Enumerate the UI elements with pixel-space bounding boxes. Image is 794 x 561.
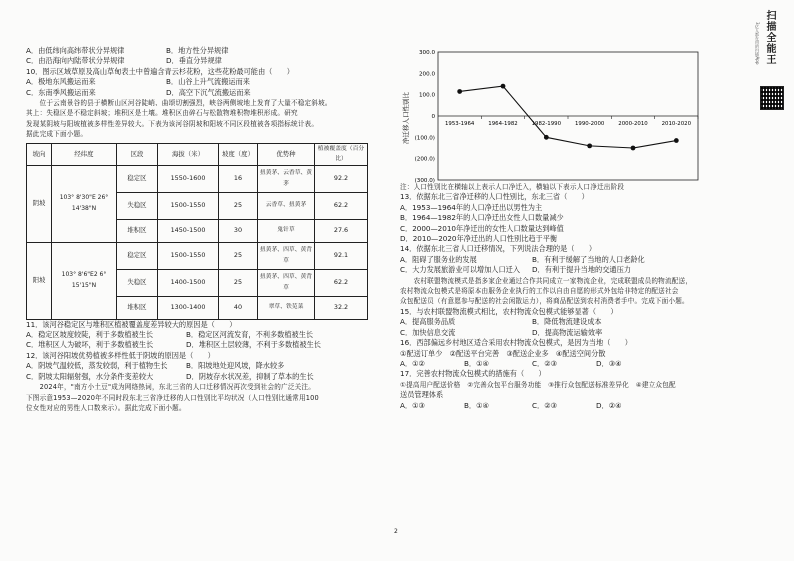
cell-coord-shady: 103° 8'30"E 26° 14'38"N: [52, 165, 117, 242]
q16-items: ①配送订单少 ②配送平台完善 ③配送企业多 ④配送空间分散: [400, 348, 606, 358]
q15-options-row1: [400, 317, 740, 327]
cell-species: 扭黄茅、云香草、黄茅: [258, 165, 315, 192]
q13-option-c: C．2000—2010年净迁出的女性人口数量达到峰值: [400, 223, 564, 233]
cell-deg: 25: [219, 269, 258, 296]
q9-option-b: B．地方性分异规律: [166, 46, 229, 55]
q10-option-b: B．山谷上升气流搬运而来: [166, 77, 250, 87]
q17-option-c: C．②③: [532, 400, 558, 410]
q17-items-line1: ①提高用户配送价格 ②完善众包平台服务功能 ③推行众包配送标准差异化 ④建立众包配: [400, 380, 676, 389]
chart-ytick-label: 100.0: [418, 92, 435, 99]
cell-zone: 堆积区: [117, 296, 158, 319]
passage3-line2: 农村物流众包模式是将原本由服务企业执行的工作以自由自愿的形式外包给非特定的配送社会: [400, 287, 679, 296]
cell-alt: 1450-1500: [158, 219, 219, 242]
cell-coverage: 92.2: [315, 165, 368, 192]
cell-zone: 失稳区: [117, 192, 158, 219]
q13-option-a: A．1953—1964年的人口净迁出以男性为主: [400, 202, 543, 212]
q17-option-a: A．①③: [400, 400, 425, 410]
chart-ytick-label: 300.0: [418, 50, 435, 56]
q10-options-row2: [26, 88, 386, 98]
cell-species: 扭黄茅、四草、黄背草: [258, 242, 315, 269]
chart-xtick-label: 1953-1964: [444, 121, 475, 127]
q13-option-d: D．2010—2020年净迁出的人口性别比趋于平衡: [400, 234, 558, 244]
th-slope: 坡向: [27, 143, 52, 165]
q17-option-b: B．①④: [464, 400, 490, 410]
q16-option-c: C．②③: [532, 358, 558, 368]
th-deg: 坡度（度）: [219, 143, 258, 165]
q14-option-d: D．有利于提升当地的交通压力: [532, 265, 631, 275]
q11-options-row1: [26, 330, 386, 340]
chart-data-point: [544, 135, 549, 140]
q17-stem: 17．完善农村物流众包模式的措施有（ ）: [400, 369, 546, 379]
passage1-line2: 其上：失稳区是不稳定斜坡；堆积区是土壤。堆积区由碎石与松散物堆积物堆积形成。研究: [26, 109, 298, 118]
chart-data-point: [501, 84, 506, 89]
q12-options-row2: [26, 372, 386, 382]
q10-options-row1: [26, 77, 386, 87]
q12-option-a: A．阴坡气温较低，蒸发较弱，利于植物生长: [26, 361, 168, 371]
cell-alt: 1550-1600: [158, 165, 219, 192]
q11-option-d: D．堆积区土层较薄，不利于多数植被生长: [186, 340, 321, 350]
q11-stem: 11．该河谷稳定区与堆积区植被覆盖度差异较大的原因是（ ）: [26, 319, 237, 329]
chart-ytick-label: (300.0): [414, 178, 435, 184]
cell-zone: 稳定区: [117, 242, 158, 269]
brand-name: 扫描全能王: [764, 10, 775, 65]
q15-option-c: C．加快信息交流: [400, 327, 456, 337]
cell-alt: 1400-1500: [158, 269, 219, 296]
q15-option-a: A．提高服务品质: [400, 317, 456, 327]
th-species: 优势种: [258, 143, 315, 165]
q14-option-a: A．阻碍了服务业的发展: [400, 254, 477, 264]
q10-option-a: A．极地东风搬运而来: [26, 77, 96, 87]
q15-option-b: B．降低物流建设成本: [532, 317, 602, 327]
q15-stem: 15．与农村联盟物流模式相比，农村物流众包模式能够显著（ ）: [400, 306, 618, 316]
cell-deg: 16: [219, 165, 258, 192]
q14-stem: 14．依据东北三省人口迁移情况，下列说法合理的是（ ）: [400, 244, 597, 254]
q16-option-b: B．①④: [464, 358, 490, 368]
cell-species: 鬼针草: [258, 219, 315, 242]
chart-yticks: [415, 50, 436, 184]
q11-option-a: A．稳定区坡度较陡，利于多数植被生长: [26, 330, 154, 340]
chart-note: 注：人口性别比在横轴以上表示人口净迁入，横轴以下表示人口净迁出阶段: [400, 183, 625, 191]
chart-xtick-label: 2000-2010: [618, 121, 648, 127]
passage3-line3: 众包配送员（有意愿参与配送的社会闲散运力），将商品配送到农村消费者手中。完成下面小题。: [400, 297, 689, 306]
passage2-line1: 2024年，"南方小土豆"成为网络热词，东北三省的人口迁移情况再次受到社会的广泛关注。: [26, 383, 316, 392]
q15-options-row2: [400, 328, 740, 338]
chart-data-point: [587, 143, 592, 148]
q16-option-d: D．③④: [596, 358, 622, 368]
chart-xtick-label: 1964-1982: [488, 121, 518, 127]
chart-ylabel: 净迁移人口性别比: [402, 92, 410, 144]
passage2-line2: 下图示意1953—2020年不同时段东北三省净迁移的人口性别比平均状况（人口性别比通常用100: [26, 393, 319, 402]
passage1-line1: 位于云南景谷的县于横断山区河谷陡峭、曲颂切割强烈，峡谷两侧坡地上发育了大量不稳定斜坡。: [26, 99, 332, 108]
cell-alt: 1500-1550: [158, 242, 219, 269]
q10-stem: 10．图示区域草原及高山草甸表土中曾遍含青云杉花粉，这些花粉最可能由（ ）: [26, 66, 294, 76]
passage3-line1: 农村联盟物流模式是指多家企业通过合作共同成立一家物流企业，完成联盟成员的物流配送，: [400, 276, 693, 285]
q14-option-b: B．有利于缓解了当地的人口老龄化: [532, 254, 645, 264]
cell-deg: 40: [219, 296, 258, 319]
q13-option-b: B．1964—1982年的人口净迁出女性人口数量减少: [400, 213, 564, 223]
cell-coverage: 27.6: [315, 219, 368, 242]
q14-options-row1: [400, 255, 740, 265]
th-coord: 经纬度: [52, 143, 117, 165]
right-column: [400, 182, 740, 411]
cell-zone: 堆积区: [117, 219, 158, 242]
chart-ytick-label: 0: [431, 114, 435, 120]
th-alt: 海拔（米）: [158, 143, 219, 165]
chart-xtick-label: 2010-2020: [661, 121, 692, 127]
cell-alt: 1500-1550: [158, 192, 219, 219]
q10-option-c: C．东南季风搬运而来: [26, 87, 96, 97]
chart-ytick-label: (200.0): [414, 156, 435, 163]
q10-option-d: D．高空下沉气流搬运而来: [166, 87, 251, 97]
cell-coverage: 92.1: [315, 242, 368, 269]
cell-alt: 1300-1400: [158, 296, 219, 319]
cell-deg: 25: [219, 192, 258, 219]
cell-deg: 25: [219, 242, 258, 269]
q17-items-line2: 送员管理体系: [400, 390, 444, 400]
cell-species: 扭黄茅、四草、黄背草: [258, 269, 315, 296]
th-coverage: 植被覆盖度（百分比）: [315, 143, 368, 165]
chart-data-point: [674, 138, 679, 143]
cell-deg: 30: [219, 219, 258, 242]
q17-option-d: D．②④: [596, 400, 622, 410]
q17-options: [400, 401, 740, 411]
cell-coverage: 62.2: [315, 269, 368, 296]
cell-slope-shady: 阴坡: [27, 165, 52, 242]
cell-slope-sunny: 阳坡: [27, 242, 52, 319]
q14-option-c: C．大力发展旅游业可以增加人口迁入: [400, 265, 521, 275]
chart-data-point: [457, 89, 462, 94]
passage2-line3: 位女性对应的男性人口数来示）。据此完成下面小题。: [26, 403, 186, 412]
q9-option-c: C．由沿海向内陆带状分异规律: [26, 56, 125, 66]
q9-options-row2: [26, 56, 386, 66]
chart-xtick-label: 1990-2000: [574, 121, 605, 127]
chart-xtick-label: 1982-1990: [531, 121, 562, 127]
q11-options-row2: [26, 340, 386, 350]
q14-options-row2: [400, 265, 740, 275]
q16-options: [400, 359, 740, 369]
left-column: [26, 46, 386, 413]
q12-option-b: B．阳坡地处迎风坡，降水较多: [186, 361, 285, 371]
q11-option-b: B．稳定区河流发育，不利多数植被生长: [186, 330, 314, 340]
q13-stem: 13．依据东北三省净迁移的人口性别比，东北三省（ ）: [400, 192, 589, 202]
cell-coverage: 32.2: [315, 296, 368, 319]
q9-options-row1: [26, 46, 386, 56]
sex-ratio-line-chart: [400, 44, 740, 194]
q12-stem: 12．该河谷阳坡优势植被多样性低于阴坡的原因是（ ）: [26, 350, 215, 360]
chart-ytick-label: 200.0: [418, 71, 435, 78]
cell-zone: 失稳区: [117, 269, 158, 296]
page-number: 2: [394, 528, 398, 535]
cell-species: 云香草、扭黄茅: [258, 192, 315, 219]
q9-option-a: A．由低纬向高纬带状分异规律: [26, 46, 125, 55]
cell-zone: 稳定区: [117, 165, 158, 192]
passage1-line3: 发现某阴坡与阳坡植被多样性差异较大。下表为该河谷阴坡和阳坡不同区段植被各项指标统计表。: [26, 119, 319, 128]
q12-option-c: C．阴坡太阳辐射强，水分条件变差较大: [26, 371, 154, 381]
qr-code-icon: [760, 86, 784, 110]
q11-option-c: C．堆积区人为破坏，利于多数植被生长: [26, 340, 154, 350]
q16-option-a: A．①②: [400, 358, 425, 368]
cell-coverage: 62.2: [315, 192, 368, 219]
passage1-line4: 据此完成下面小题。: [26, 130, 88, 139]
chart-ytick-label: (100.0): [414, 135, 435, 142]
q15-option-d: D．提高物流运输效率: [532, 327, 603, 337]
cell-species: 翠草、铁苋菜: [258, 296, 315, 319]
th-zone: 区段: [117, 143, 158, 165]
chart-data-point: [631, 146, 636, 151]
cell-coord-sunny: 103° 8'6"E2 6° 15'15"N: [52, 242, 117, 319]
q9-option-d: D．垂直分异规律: [166, 56, 222, 66]
brand-sub: 3亿人都在用的扫描App: [755, 22, 760, 65]
chart-xaxis: [438, 116, 698, 127]
vegetation-table: [26, 143, 368, 320]
q12-option-d: D．阴坡存水状况差，抑制了草本的生长: [186, 371, 314, 381]
q12-options-row1: [26, 361, 386, 371]
q16-stem: 16．西部偏远乡村地区适合采用农村物流众包模式，是因为当地（ ）: [400, 338, 632, 348]
